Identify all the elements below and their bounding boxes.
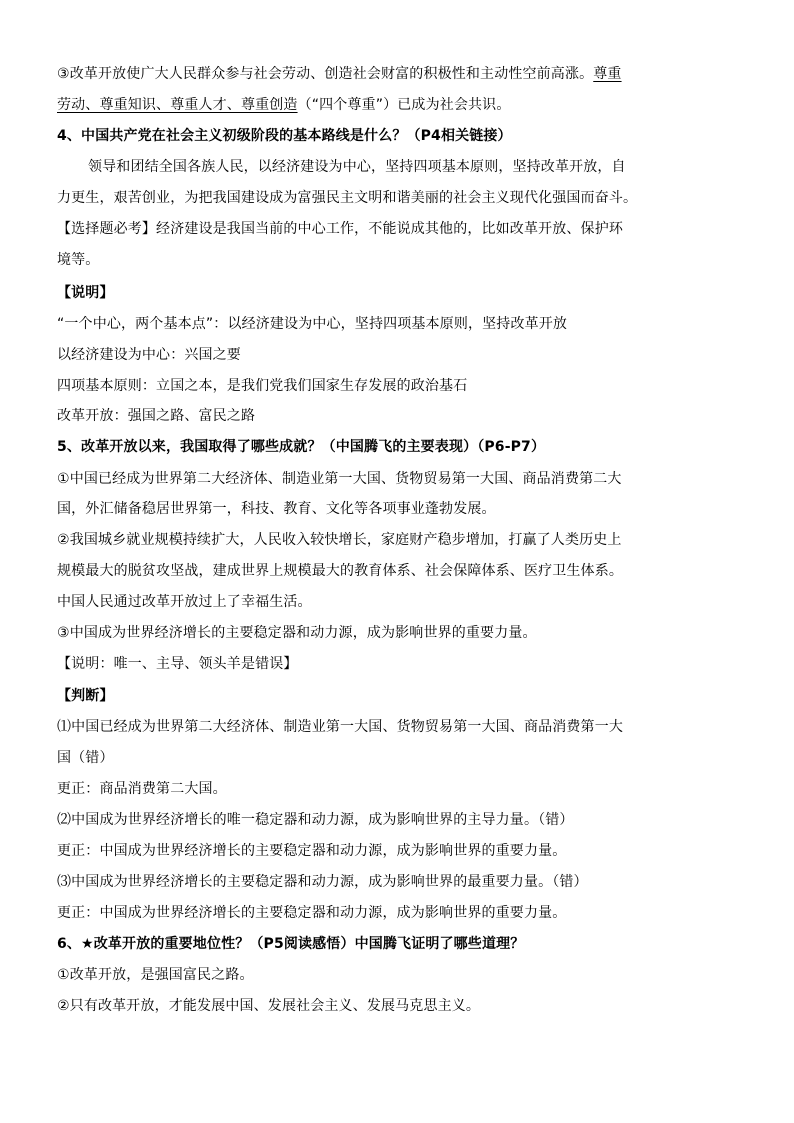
note-text: 【说明：唯一、主导、领头羊是错误】 bbox=[57, 656, 298, 672]
answer-text: ②只有改革开放，才能发展中国、发展社会主义、发展马克思主义。 bbox=[57, 998, 481, 1014]
answer-text: ①中国已经成为世界第二大经济体、制造业第一大国、货物贸易第一大国、商品消费第二大 bbox=[57, 471, 622, 487]
section-label: 【说明】 bbox=[57, 285, 114, 301]
correction-text: 更正：商品消费第二大国。 bbox=[57, 781, 227, 797]
explain-text: 四项基本原则：立国之本，是我们党我们国家生存发展的政治基石 bbox=[57, 378, 468, 394]
explain-text: 改革开放：强国之路、富民之路 bbox=[57, 408, 256, 424]
question-heading: 4、中国共产党在社会主义初级阶段的基本路线是什么？（P4相关链接） bbox=[57, 128, 512, 144]
answer-text: ①改革开放，是强国富民之路。 bbox=[57, 967, 254, 983]
section-label: 【判断】 bbox=[57, 688, 114, 704]
paragraph-text: ③改革开放使广大人民群众参与社会劳动、创造社会财富的积极性和主动性空前高涨。 bbox=[57, 66, 594, 82]
judge-item: ⑵中国成为世界经济增长的唯一稳定器和动力源，成为影响世界的主导力量。（错） bbox=[57, 812, 574, 828]
answer-text: 国，外汇储备稳居世界第一，科技、教育、文化等各项事业蓬勃发展。 bbox=[57, 501, 496, 517]
explain-text: “一个中心，两个基本点”：以经济建设为中心，坚持四项基本原则，坚持改革开放 bbox=[57, 316, 568, 332]
paragraph-text: （“四个尊重”）已成为社会共识。 bbox=[297, 97, 511, 113]
text-line bbox=[57, 64, 757, 84]
answer-text: 规模最大的脱贫攻坚战，建成世界上规模最大的教育体系、社会保障体系、医疗卫生体系。 bbox=[57, 563, 623, 579]
question-heading: 5、改革开放以来，我国取得了哪些成就？（中国腾飞的主要表现）（P6-P7） bbox=[57, 439, 546, 455]
answer-text: 领导和团结全国各族人民，以经济建设为中心，坚持四项基本原则，坚持改革开放，自 bbox=[88, 159, 626, 175]
note-text: 境等。 bbox=[57, 252, 100, 268]
underlined-text: 尊重 bbox=[593, 66, 622, 82]
question-heading: 6、★改革开放的重要地位性？（P5阅读感悟）中国腾飞证明了哪些道理？ bbox=[57, 936, 525, 952]
explain-text: 以经济建设为中心：兴国之要 bbox=[57, 347, 241, 363]
judge-item: ⑴中国已经成为世界第二大经济体、制造业第一大国、货物贸易第一大国、商品消费第一大 bbox=[57, 719, 623, 735]
answer-text: 力更生，艰苦创业，为把我国建设成为富强民主文明和谐美丽的社会主义现代化强国而奋斗。 bbox=[57, 190, 638, 206]
text-line bbox=[57, 95, 757, 115]
correction-text: 更正：中国成为世界经济增长的主要稳定器和动力源，成为影响世界的重要力量。 bbox=[57, 905, 567, 921]
answer-text: ③中国成为世界经济增长的主要稳定器和动力源，成为影响世界的重要力量。 bbox=[57, 625, 537, 641]
judge-item: ⑶中国成为世界经济增长的主要稳定器和动力源，成为影响世界的最重要力量。（错） bbox=[57, 874, 588, 890]
correction-text: 更正：中国成为世界经济增长的主要稳定器和动力源，成为影响世界的重要力量。 bbox=[57, 843, 567, 859]
underlined-text: 劳动、尊重知识、尊重人才、尊重创造 bbox=[57, 97, 298, 113]
answer-text: 中国人民通过改革开放过上了幸福生活。 bbox=[57, 594, 312, 610]
judge-item: 国（错） bbox=[57, 750, 114, 766]
answer-text: ②我国城乡就业规模持续扩大，人民收入较快增长，家庭财产稳步增加，打赢了人类历史上 bbox=[57, 532, 622, 548]
note-text: 【选择题必考】经济建设是我国当前的中心工作，不能说成其他的，比如改革开放、保护环 bbox=[57, 221, 623, 237]
